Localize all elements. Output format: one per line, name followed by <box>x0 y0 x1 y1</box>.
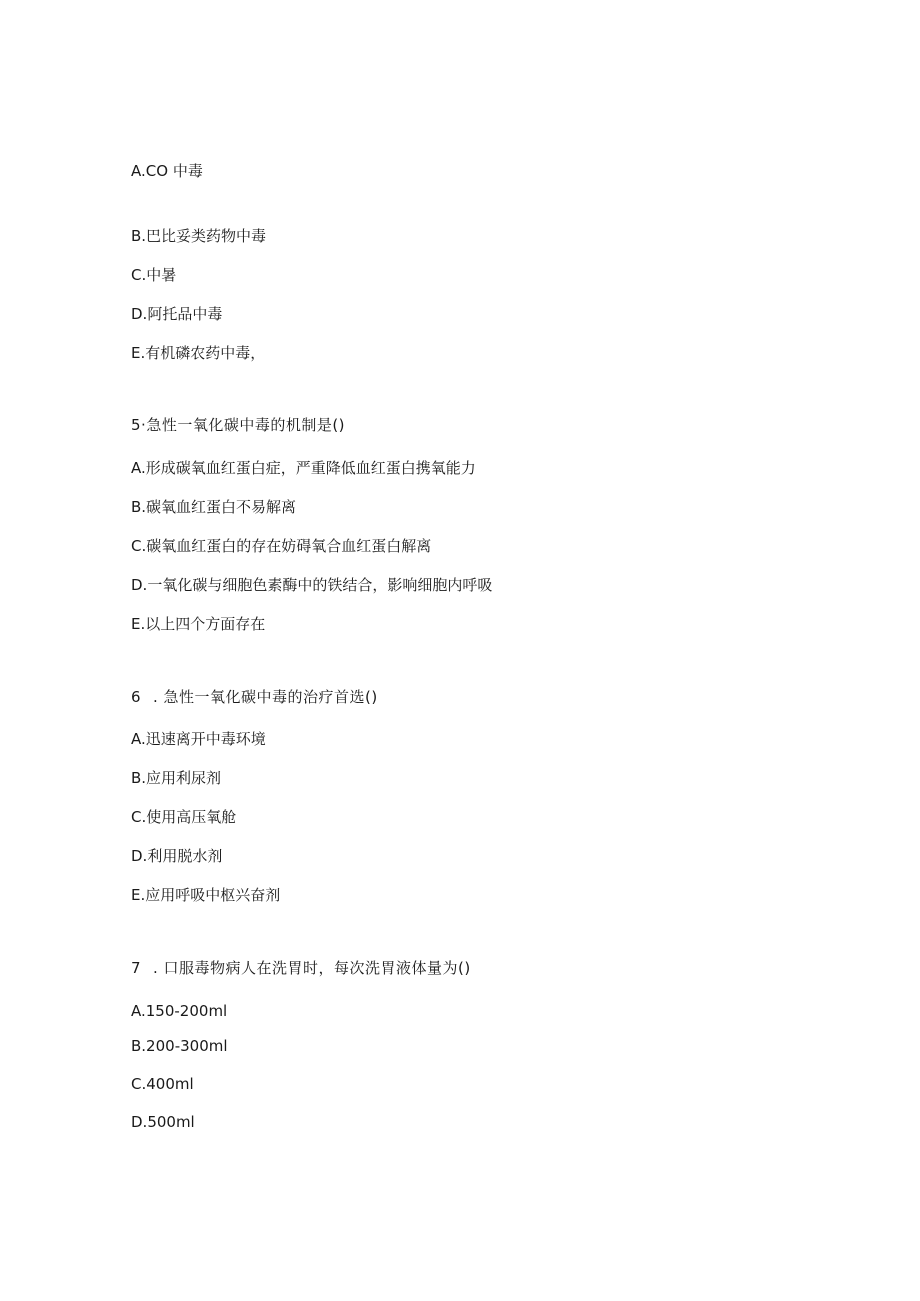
q6-stem <box>131 687 378 707</box>
q6-option-b: B.应用利尿剂 <box>131 769 222 787</box>
q7-stem <box>131 958 471 978</box>
q6-option-a: A.迅速离开中毒环境 <box>131 730 266 748</box>
q6-number: 6 <box>131 688 142 706</box>
q7-text: . 口服毒物病人在洗胃时，每次洗胃液体量为() <box>153 959 471 977</box>
q7-number: 7 <box>131 959 142 977</box>
q4-option-c: C.中暑 <box>131 266 177 284</box>
q5-stem <box>131 415 345 435</box>
q5-option-c: C.碳氧血红蛋白的存在妨碍氧合血红蛋白解离 <box>131 537 432 555</box>
q4-option-b: B.巴比妥类药物中毒 <box>131 227 267 245</box>
q6-option-e: E.应用呼吸中枢兴奋剂 <box>131 886 281 904</box>
q7-option-b: B.200-300ml <box>131 1037 228 1055</box>
q5-option-d: D.一氧化碳与细胞色素酶中的铁结合，影响细胞内呼吸 <box>131 576 493 594</box>
q6-option-d: D.利用脱水剂 <box>131 847 223 865</box>
q7-option-a: A.150-200ml <box>131 1002 228 1020</box>
q5-number: 5· <box>131 416 147 434</box>
q4-option-a: A.CO 中毒 <box>131 162 203 180</box>
q4-option-e: E.有机磷农药中毒， <box>131 344 266 362</box>
q6-text: . 急性一氧化碳中毒的治疗首选() <box>153 688 378 706</box>
q7-option-c: C.400ml <box>131 1075 194 1093</box>
q4-option-d: D.阿托品中毒 <box>131 305 223 323</box>
q5-option-b: B.碳氧血红蛋白不易解离 <box>131 498 297 516</box>
q6-option-c: C.使用高压氧舱 <box>131 808 237 826</box>
q5-option-e: E.以上四个方面存在 <box>131 615 266 633</box>
q7-option-d: D.500ml <box>131 1113 195 1131</box>
q5-option-a: A.形成碳氧血红蛋白症，严重降低血红蛋白携氧能力 <box>131 459 476 477</box>
q5-text: 急性一氧化碳中毒的机制是() <box>146 416 346 434</box>
